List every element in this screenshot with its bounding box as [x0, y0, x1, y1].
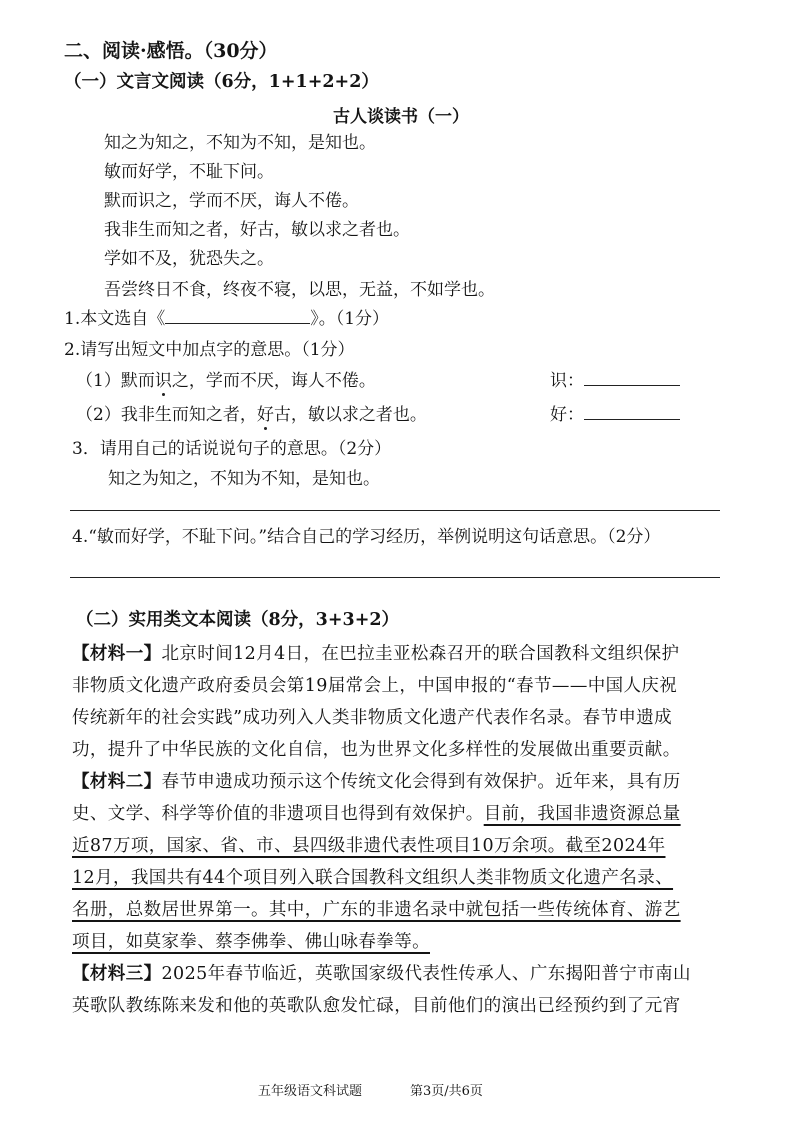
underlined-line: 项目，如莫家拳、蔡李佛拳、佛山咏春拳等。 — [72, 932, 430, 952]
part1-heading: （一）文言文阅读（6分，1+1+2+2） — [64, 72, 379, 92]
question-2b-answer — [550, 400, 680, 425]
section-heading: 二、阅读·感悟。（30分） — [64, 40, 278, 62]
passage-line: 我非生而知之者，好古，敏以求之者也。 — [104, 220, 410, 240]
answer-blank[interactable] — [584, 370, 680, 386]
question-2a — [76, 366, 376, 391]
material-1-line: 非物质文化遗产政府委员会第19届常会上，中国申报的“春节——中国人庆祝 — [72, 676, 678, 696]
question-2a-post: 之，学而不厌，诲人不倦。 — [171, 371, 376, 391]
question-2a-answer — [550, 366, 680, 391]
answer-blank[interactable] — [165, 308, 310, 324]
passage-line: 学如不及，犹恐失之。 — [104, 249, 274, 269]
question-3-stem: 3．请用自己的话说说句子的意思。（2分） — [72, 439, 392, 459]
material-3-line — [72, 960, 691, 985]
underlined-line: 名册，总数居世界第一。其中，广东的非遗名录中就包括一些传统体育、游艺 — [72, 900, 681, 920]
underlined-line: 近87万项，国家、省、市、县四级非遗代表性项目10万余项。截至2024年 — [72, 836, 666, 856]
question-3-sentence: 知之为知之，不知为不知，是知也。 — [108, 469, 380, 489]
underlined-line: 12月，我国共有44个项目列入联合国教科文组织人类非物质文化遗产名录、 — [72, 868, 674, 888]
answer-line[interactable] — [70, 510, 720, 511]
material-1-line — [72, 640, 679, 665]
question-2b-post: 古，敏以求之者也。 — [273, 405, 427, 425]
question-4-stem: 4.“敏而好学，不耻下问。”结合自己的学习经历，举例说明这句话意思。（2分） — [72, 527, 661, 547]
material-3-text: 2025年春节临近，英歌国家级代表性传承人、广东揭阳普宁市南山 — [161, 964, 691, 984]
answer-label: 好： — [550, 405, 584, 425]
dotted-char: 识 — [154, 371, 172, 391]
question-1 — [64, 304, 389, 329]
underlined-text: 目前，我国非遗资源总量 — [483, 804, 681, 824]
answer-label: 识： — [550, 371, 584, 391]
material-1-tag: 【材料一】 — [72, 644, 162, 664]
part2-heading: （二）实用类文本阅读（8分，3+3+2） — [76, 610, 400, 630]
question-1-suffix: 》。（1分） — [310, 309, 390, 329]
answer-blank[interactable] — [584, 404, 680, 420]
passage-title: 古人谈读书（一） — [333, 107, 469, 127]
question-2a-pre: （1）默而 — [76, 371, 155, 391]
footer-subject: 五年级语文科试题 — [258, 1084, 363, 1099]
material-3-tag: 【材料三】 — [72, 964, 162, 984]
material-2-tag: 【材料二】 — [72, 772, 162, 792]
passage-line: 敏而好学，不耻下问。 — [104, 162, 274, 182]
question-2b — [76, 400, 427, 425]
footer-page-number: 第3页/共6页 — [410, 1084, 483, 1099]
material-1-line: 功，提升了中华民族的文化自信，也为世界文化多样性的发展做出重要贡献。 — [72, 740, 681, 760]
passage-line: 知之为知之，不知为不知，是知也。 — [104, 133, 376, 153]
question-2b-pre: （2）我非生而知之者， — [76, 405, 257, 425]
dotted-char: 好 — [256, 405, 274, 425]
passage-line: 默而识之，学而不厌，诲人不倦。 — [104, 191, 359, 211]
material-2-text: 春节申遗成功预示这个传统文化会得到有效保护。近年来，具有历 — [161, 772, 681, 792]
material-2-line — [72, 800, 681, 825]
material-2-line — [72, 768, 681, 793]
passage-line: 吾尝终日不食，终夜不寝，以思，无益，不如学也。 — [104, 280, 495, 300]
answer-line[interactable] — [70, 577, 720, 578]
material-1-text: 北京时间12月4日，在巴拉圭亚松森召开的联合国教科文组织保护 — [161, 644, 680, 664]
question-2-stem: 2.请写出短文中加点字的意思。（1分） — [64, 340, 355, 360]
material-2-text: 史、文学、科学等价值的非遗项目也得到有效保护。 — [72, 804, 484, 824]
material-1-line: 传统新年的社会实践”成功列入人类非物质文化遗产代表作名录。春节申遗成 — [72, 708, 673, 728]
question-1-stem: 1.本文选自《 — [64, 309, 166, 329]
material-3-line: 英歌队教练陈来发和他的英歌队愈发忙碌，目前他们的演出已经预约到了元宵 — [72, 996, 681, 1016]
